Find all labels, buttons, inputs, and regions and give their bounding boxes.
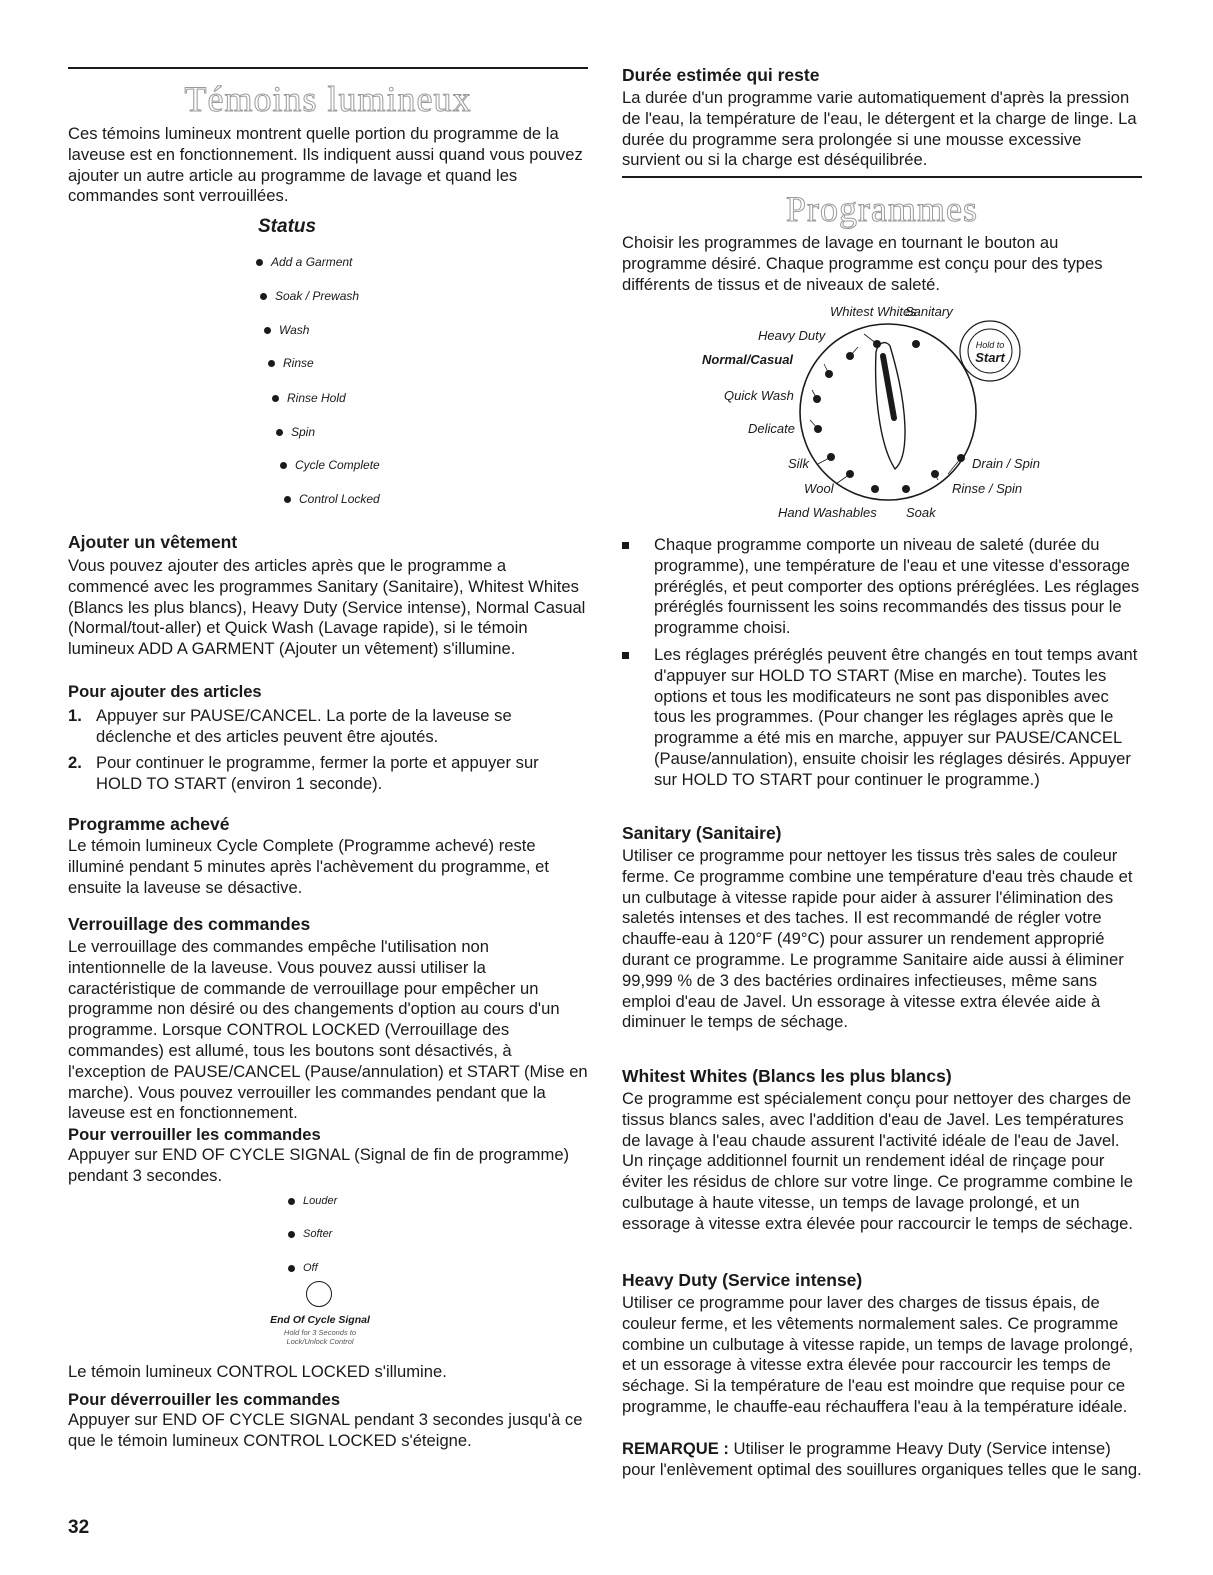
signal-sublabel: Lock/Unlock Control — [286, 1337, 354, 1346]
status-panel-title: Status — [258, 216, 317, 237]
left-top-rule — [68, 67, 588, 69]
start-label: Start — [975, 350, 1005, 365]
heading-control-lock: Verrouillage des commandes — [68, 914, 311, 934]
status-item: Control Locked — [284, 492, 380, 506]
bullet-square-icon — [622, 542, 629, 549]
control-locked-lit-text: Le témoin lumineux CONTROL LOCKED s'illumine. — [68, 1362, 447, 1381]
dial-label-rinse-spin: Rinse / Spin — [952, 481, 1023, 496]
dial-label-normal-casual: Normal/Casual — [702, 352, 794, 367]
indicator-dot-icon — [288, 1265, 295, 1272]
dial-label-drain-spin: Drain / Spin — [972, 456, 1040, 471]
right-section-rule — [622, 176, 1142, 178]
indicators-intro: Ces témoins lumineux montrent quelle portion du programme de la laveuse est en fonctionnement. Ils indiquent aussi quand vous pouvez ajouter un autre article au programme de lavage et quand les commandes sont verrouillées. — [68, 124, 583, 206]
whitest-whites-text: Ce programme est spécialement conçu pour nettoyer des charges de tissus blancs sales, avec l'addition d'eau de Javel. Les températures de lavage à l'eau chaude assurent l'activité idéale de l'eau de Javel. Un rinçage additionnel fournit un rendement idéal de rinçage pour éviter les résidus de chlore sur votre linge. Ce programme combine le culbutage à haute vitesse, un temps de lavage prolongé, et un essorage à vitesse extra élevée pour raccourcir le temps de séchage. — [622, 1089, 1133, 1233]
control-lock-text: Le verrouillage des commandes empêche l'utilisation non intentionnelle de la laveuse. Vous pouvez aussi utiliser la caractéristique de commande de verrouillage pour empêcher un programme non désiré ou des changements d'option au cours d'un programme. Lorsque CONTROL LOCKED (Verrouillage des commandes) est allumé, tous les boutons sont désactivés, à l'exception de PAUSE/CANCEL (Pause/annulation) et START (Mise en marche). Vous pouvez verrouiller les commandes pendant que la laveuse est en fonctionnement. — [68, 937, 588, 1123]
heading-unlock-controls: Pour déverrouiller les commandes — [68, 1390, 341, 1409]
indicator-dot-icon — [256, 259, 263, 266]
programs-intro: Choisir les programmes de lavage en tournant le bouton au programme désiré. Chaque programme est conçu pour des types différents de tissus et de niveaux de saleté. — [622, 233, 1103, 294]
heading-whitest-whites: Whitest Whites (Blancs les plus blancs) — [622, 1066, 952, 1086]
heading-add-garment: Ajouter un vêtement — [68, 532, 238, 552]
heading-add-articles: Pour ajouter des articles — [68, 682, 262, 701]
status-item: Rinse — [268, 356, 314, 370]
cycle-complete-text: Le témoin lumineux Cycle Complete (Programme achevé) reste illuminé pendant 5 minutes après l'achèvement du programme, et ensuite la laveuse se désactive. — [68, 836, 549, 897]
cycle-dial-diagram — [690, 296, 1090, 526]
signal-item: Off — [288, 1262, 318, 1274]
status-item: Rinse Hold — [272, 391, 346, 405]
indicator-dot-icon — [264, 327, 271, 334]
lock-controls-text: Appuyer sur END OF CYCLE SIGNAL (Signal de fin de programme) pendant 3 secondes. — [68, 1145, 570, 1185]
indicator-dot-icon — [288, 1198, 295, 1205]
signal-button-icon — [306, 1281, 332, 1307]
duration-text: La durée d'un programme varie automatiquement d'après la pression de l'eau, la température de l'eau, le détergent et la charge de linge. La durée du programme sera prolongée si une mousse excessive survient ou si la charge est déséquilibrée. — [622, 88, 1137, 170]
note-label: REMARQUE : — [622, 1439, 729, 1458]
note-text: Utiliser le programme Heavy Duty (Service intense) pour l'enlèvement optimal des souillures organiques telles que le sang. — [622, 1439, 1142, 1479]
indicator-dot-icon — [284, 496, 291, 503]
indicator-dot-icon — [280, 462, 287, 469]
heading-sanitary: Sanitary (Sanitaire) — [622, 823, 782, 843]
dial-label-whitest-whites: Whitest Whites — [830, 304, 917, 319]
indicator-dot-icon — [268, 360, 275, 367]
cycle-knob-icon — [800, 324, 976, 500]
add-garment-text: Vous pouvez ajouter des articles après que le programme a commencé avec les programmes Sanitary (Sanitaire), Whitest Whites (Blancs les plus blancs), Heavy Duty (Service intense), Normal Casual (Normal/tout-aller) et Quick Wash (Lavage rapide), si le témoin lumineux ADD A GARMENT (Ajouter un vêtement) s'illumine. — [68, 556, 586, 659]
dial-label-wool: Wool — [804, 481, 834, 496]
status-item: Spin — [276, 425, 315, 439]
unlock-controls-text: Appuyer sur END OF CYCLE SIGNAL pendant 3 secondes jusqu'à ce que le témoin lumineux CONTROL LOCKED s'éteigne. — [68, 1410, 583, 1450]
hold-to-label: Hold to — [975, 340, 1005, 350]
signal-item: Softer — [288, 1228, 332, 1240]
dial-label-heavy-duty: Heavy Duty — [758, 328, 826, 343]
status-item: Cycle Complete — [280, 458, 380, 472]
status-item: Wash — [264, 323, 309, 337]
dial-label-quick-wash: Quick Wash — [724, 388, 794, 403]
bullet-square-icon — [622, 652, 629, 659]
page-number: 32 — [68, 1517, 90, 1538]
indicator-dot-icon — [276, 429, 283, 436]
heavy-duty-note — [622, 1439, 1142, 1481]
status-item: Add a Garment — [256, 255, 352, 269]
indicator-dot-icon — [288, 1231, 295, 1238]
indicator-dot-icon — [272, 395, 279, 402]
heading-lock-controls: Pour verrouiller les commandes — [68, 1125, 321, 1144]
signal-label: End Of Cycle Signal — [270, 1314, 370, 1326]
sanitary-text: Utiliser ce programme pour nettoyer les tissus très sales de couleur ferme. Ce programme combine une température d'eau très chaude et un culbutage à vitesse rapide pour aider à assurer l'élimination des saletés intenses et des taches. Il est recommandé de régler votre chauffe-eau à 120°F (49°C) pour assurer un rendement approprié durant ce programme. Le programme Sanitaire aide aussi à éliminer 99,999 % de 3 des bactéries ordinaires infectieuses, même sans emploi d'eau de Javel. Un essorage à vitesse extra élevée aide à diminuer le temps de séchage. — [622, 846, 1133, 1032]
dial-label-hand-washables: Hand Washables — [778, 505, 877, 520]
dial-label-silk: Silk — [788, 456, 809, 471]
dial-label-delicate: Delicate — [748, 421, 795, 436]
signal-sublabel: Hold for 3 Seconds to — [283, 1328, 357, 1337]
dial-label-soak: Soak — [906, 505, 936, 520]
signal-item: Louder — [288, 1195, 337, 1207]
section-title-programs: Programmes — [786, 189, 978, 229]
status-item: Soak / Prewash — [260, 289, 359, 303]
heading-cycle-complete: Programme achevé — [68, 814, 230, 834]
heavy-duty-text: Utiliser ce programme pour laver des charges de tissus épais, de couleur ferme, et les vêtements normalement sales. Ce programme combine un culbutage à vitesse rapide, un temps de lavage prolongé, et un essorage à vitesse extra élevée pour raccourcir les temps de séchage. Si la température de l'eau est moindre que requise pour ce programme, le chauffe-eau réchauffera l'eau à la température idéale. — [622, 1293, 1134, 1416]
cycle-dots — [813, 340, 965, 493]
dial-label-sanitary: Sanitary — [905, 304, 953, 319]
section-title-indicators: Témoins lumineux — [184, 79, 472, 119]
heading-heavy-duty: Heavy Duty (Service intense) — [622, 1270, 863, 1290]
indicator-dot-icon — [260, 293, 267, 300]
heading-duration: Durée estimée qui reste — [622, 65, 820, 85]
